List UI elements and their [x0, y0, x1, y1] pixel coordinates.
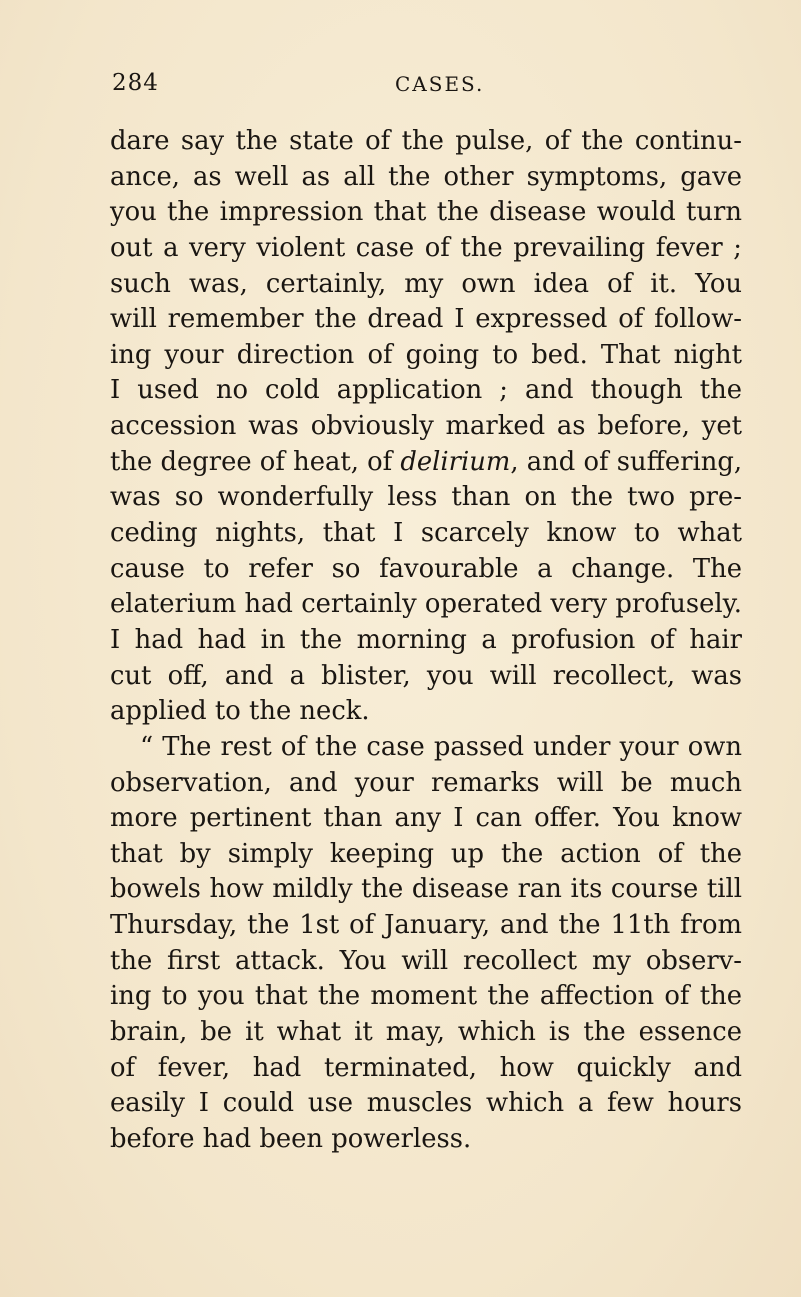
text-segment: Thursday, the 1st of January, and the 11th from: [110, 910, 742, 941]
text-line: [110, 231, 742, 267]
text-line: [110, 801, 742, 837]
text-line: [110, 409, 742, 445]
text-line: [110, 872, 742, 908]
text-segment: was so wonderfully less than on the two pre-: [110, 482, 742, 513]
text-segment: cause to refer so favourable a change. The: [110, 553, 742, 584]
text-line: [110, 302, 742, 338]
text-line: [110, 837, 742, 873]
text-line: [110, 979, 742, 1015]
text-segment: I had had in the morning a profusion of hair: [110, 624, 742, 655]
text-segment: elaterium had certainly operated very profusely.: [110, 589, 742, 620]
text-segment: observation, and your remarks will be much: [110, 767, 742, 798]
text-segment: that by simply keeping up the action of the: [110, 838, 742, 869]
text-line: [110, 908, 742, 944]
text-line: [110, 766, 742, 802]
text-segment: the degree of heat, of: [110, 446, 401, 477]
text-line: [110, 623, 742, 659]
text-segment: out a very violent case of the prevailing fever ;: [110, 232, 742, 263]
text-segment: easily I could use muscles which a few hours: [110, 1088, 742, 1119]
text-segment: such was, certainly, my own idea of it. You: [110, 268, 742, 299]
text-segment: “ The rest of the case passed under your own: [140, 731, 742, 762]
text-line: [110, 124, 742, 160]
text-segment: I used no cold application ; and though the: [110, 375, 742, 406]
text-segment: more pertinent than any I can offer. You know: [110, 803, 742, 834]
text-line: [110, 373, 742, 409]
text-line: [110, 516, 742, 552]
text-line: [110, 480, 742, 516]
text-segment: ing your direction of going to bed. That night: [110, 339, 742, 370]
text-line: [110, 552, 742, 588]
text-segment: dare say the state of the pulse, of the continu-: [110, 126, 742, 156]
text-segment: bowels how mildly the disease ran its course till: [110, 874, 742, 905]
running-head: CASES.: [395, 72, 485, 96]
text-segment: ance, as well as all the other symptoms, gave: [110, 161, 742, 192]
text-segment: the first attack. You will recollect my observ-: [110, 945, 742, 976]
body-text: [110, 124, 742, 1158]
text-segment: accession was obviously marked as before, yet: [110, 411, 742, 442]
text-segment: , and of suffering,: [510, 446, 743, 477]
text-line: [110, 338, 742, 374]
text-segment: you the impression that the disease would turn: [110, 197, 742, 228]
text-segment: before had been powerless.: [110, 1123, 472, 1154]
text-line: [110, 1122, 742, 1158]
page-number: 284: [112, 70, 159, 96]
text-segment: applied to the neck.: [110, 696, 370, 727]
text-line: [110, 730, 742, 766]
text-line: [110, 659, 742, 695]
text-segment: cut off, and a blister, you will recollect, was: [110, 660, 742, 691]
text-segment: brain, be it what it may, which is the essence: [110, 1017, 742, 1048]
text-segment: ing to you that the moment the affection of the: [110, 981, 742, 1012]
text-line: [110, 267, 742, 303]
text-line: [110, 587, 742, 623]
page-header: [112, 66, 732, 106]
italic-term: delirium: [400, 446, 511, 477]
text-line: [110, 1086, 742, 1122]
text-segment: ceding nights, that I scarcely know to what: [110, 518, 742, 549]
text-line: [110, 195, 742, 231]
text-line: [110, 694, 742, 730]
text-line: [110, 160, 742, 196]
text-line: [110, 1051, 742, 1087]
text-segment: of fever, had terminated, how quickly and: [110, 1052, 742, 1083]
text-line: [110, 445, 742, 481]
text-segment: will remember the dread I expressed of follow-: [110, 304, 742, 335]
text-line: [110, 944, 742, 980]
text-line: [110, 1015, 742, 1051]
